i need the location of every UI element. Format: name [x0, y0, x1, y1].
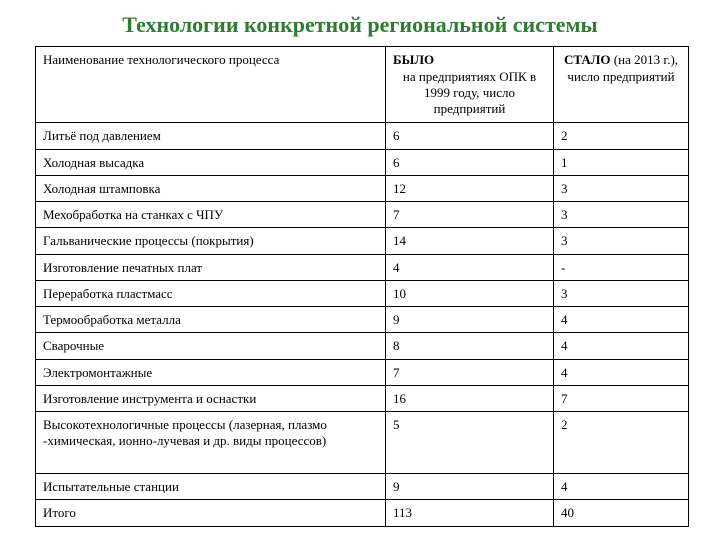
- col-became-header: [554, 47, 689, 123]
- process-name-cell: Гальванические процессы (покрытия): [36, 228, 386, 254]
- was-value-cell: 16: [386, 385, 554, 411]
- table-row: [36, 149, 689, 175]
- was-value-cell: 10: [386, 280, 554, 306]
- was-value-cell: 12: [386, 175, 554, 201]
- table-row: [36, 333, 689, 359]
- became-value-cell: -: [554, 254, 689, 280]
- process-name-cell: Сварочные: [36, 333, 386, 359]
- was-value-cell: 4: [386, 254, 554, 280]
- became-value-cell: 4: [554, 474, 689, 500]
- col-process-name-header: Наименование технологического процесса: [36, 47, 386, 123]
- table-row: [36, 254, 689, 280]
- was-value-cell: 9: [386, 307, 554, 333]
- table-row: [36, 307, 689, 333]
- process-name-cell: Термообработка металла: [36, 307, 386, 333]
- table-row: [36, 412, 689, 474]
- process-name-cell: Электромонтажные: [36, 359, 386, 385]
- table-row: [36, 123, 689, 149]
- process-name-cell: Испытательные станции: [36, 474, 386, 500]
- became-value-cell: 3: [554, 202, 689, 228]
- process-name-cell: Итого: [36, 500, 386, 526]
- table-row: [36, 359, 689, 385]
- process-name-cell: Мехобработка на станках с ЧПУ: [36, 202, 386, 228]
- became-value-cell: 3: [554, 175, 689, 201]
- process-name-cell: Холодная высадка: [36, 149, 386, 175]
- became-value-cell: 2: [554, 412, 689, 474]
- table-row: [36, 175, 689, 201]
- table-row: [36, 280, 689, 306]
- became-value-cell: 4: [554, 307, 689, 333]
- table-row: [36, 202, 689, 228]
- process-name-cell: Холодная штамповка: [36, 175, 386, 201]
- col-was-header: [386, 47, 554, 123]
- was-value-cell: 113: [386, 500, 554, 526]
- process-table: [35, 46, 689, 526]
- was-header-desc: на предприятиях ОПК в 1999 году, число предприятий: [402, 68, 537, 117]
- became-header-desc: (на 2013 г.), число предприятий: [567, 52, 679, 84]
- was-value-cell: 6: [386, 123, 554, 149]
- table-row: [36, 385, 689, 411]
- table-header: [36, 47, 689, 123]
- became-value-cell: 1: [554, 149, 689, 175]
- became-value-cell: 7: [554, 385, 689, 411]
- became-value-cell: 4: [554, 359, 689, 385]
- was-value-cell: 14: [386, 228, 554, 254]
- was-header-bold: БЫЛО: [393, 52, 435, 68]
- process-name-cell: Литьё под давлением: [36, 123, 386, 149]
- became-value-cell: 3: [554, 228, 689, 254]
- table-body: [36, 123, 689, 526]
- process-name-cell: Изготовление печатных плат: [36, 254, 386, 280]
- was-value-cell: 8: [386, 333, 554, 359]
- became-value-cell: 40: [554, 500, 689, 526]
- process-name-cell: Переработка пластмасс: [36, 280, 386, 306]
- process-name-cell: Высокотехнологичные процессы (лазерная, плазмо -химическая, ионно-лучевая и др. виды процессов): [36, 412, 386, 474]
- header-row: [36, 47, 689, 123]
- table-row: [36, 474, 689, 500]
- became-header-bold: СТАЛО: [563, 52, 611, 68]
- was-value-cell: 9: [386, 474, 554, 500]
- table-row: [36, 228, 689, 254]
- became-value-cell: 3: [554, 280, 689, 306]
- table-row: [36, 500, 689, 526]
- was-value-cell: 7: [386, 202, 554, 228]
- was-value-cell: 6: [386, 149, 554, 175]
- was-value-cell: 5: [386, 412, 554, 474]
- became-value-cell: 4: [554, 333, 689, 359]
- became-header-text: [561, 52, 681, 85]
- process-name-cell: Изготовление инструмента и оснастки: [36, 385, 386, 411]
- page-title: Технологии конкретной региональной системы: [122, 12, 598, 37]
- was-value-cell: 7: [386, 359, 554, 385]
- became-value-cell: 2: [554, 123, 689, 149]
